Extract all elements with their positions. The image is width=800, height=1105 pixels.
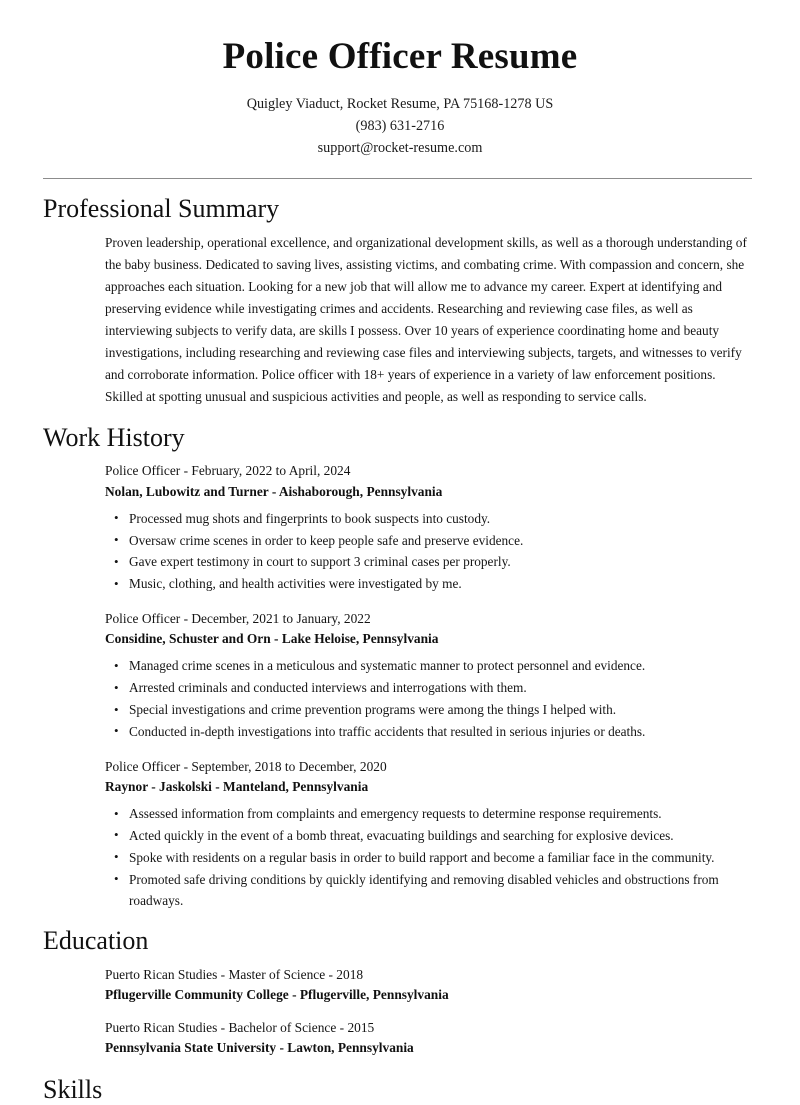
page-title: Police Officer Resume (222, 36, 578, 77)
work-entry-bullets (105, 509, 757, 596)
list-item: • Special investigations and crime prevention programs were among the things I helped with. (129, 700, 757, 721)
summary-text: Proven leadership, operational excellence, and organizational development skills, as well as a thorough understanding of the baby business. Dedicated to saving lives, assisting victims, and combating crime. With compassion and concern, she approaches each situation. Looking for a new job that will allow me to advance my career. Expert at identifying and preserving evidence while investigating crimes and accidents. Researching and reviewing case files, as well as interviewing subjects to verify data, are skills I possess. Over 10 years of experience coordinating home and beauty investigations, including researching and reviewing case files and interviewing subjects, targets, and witnesses to verify and corroborate information. Police officer with 18+ years of experience in a variety of law enforcement positions. Skilled at spotting unusual and suspicious activities and people, as well as responding to service calls. (105, 234, 747, 405)
work-entry-title: Police Officer - February, 2022 to April, 2024 (105, 463, 351, 479)
work-history-body (43, 461, 757, 911)
education-entry (105, 965, 757, 1005)
section-heading-summary: Professional Summary (43, 193, 280, 223)
section-heading-work-history: Work History (43, 423, 185, 453)
list-item: • Music, clothing, and health activities were investigated by me. (129, 574, 757, 595)
list-item: • Oversaw crime scenes in order to keep people safe and preserve evidence. (129, 531, 757, 552)
header-divider (43, 178, 752, 179)
education-body (43, 965, 757, 1058)
work-entry-title: Police Officer - December, 2021 to January, 2022 (105, 611, 371, 627)
list-item: • Gave expert testimony in court to support 3 criminal cases per properly. (129, 552, 757, 573)
section-skills (43, 1074, 757, 1105)
work-entry-organization: Raynor - Jaskolski - Manteland, Pennsylvania (105, 778, 369, 794)
list-item: • Processed mug shots and fingerprints to book suspects into custody. (129, 509, 757, 530)
work-entry-title: Police Officer - September, 2018 to December, 2020 (105, 758, 387, 774)
list-item: • Promoted safe driving conditions by quickly identifying and removing disabled vehicles and obstructions from roadways. (129, 870, 757, 912)
summary-body (43, 232, 757, 409)
work-entry-organization: Considine, Schuster and Orn - Lake Heloise, Pennsylvania (105, 631, 439, 647)
education-entry (105, 1018, 757, 1058)
education-degree: Puerto Rican Studies - Bachelor of Science - 2015 (105, 1019, 375, 1035)
list-item: • Spoke with residents on a regular basis in order to build rapport and become a familiar face in the community. (129, 848, 757, 869)
list-item: • Arrested criminals and conducted interviews and interrogations with them. (129, 678, 757, 699)
work-entry-bullets (105, 804, 757, 911)
section-education (43, 925, 757, 1058)
work-entry (105, 461, 757, 595)
list-item: • Managed crime scenes in a meticulous and systematic manner to protect personnel and evidence. (129, 656, 757, 677)
work-entry-organization: Nolan, Lubowitz and Turner - Aishaborough, Pennsylvania (105, 483, 443, 499)
contact-phone: (983) 631-2716 (355, 117, 445, 134)
section-heading-skills: Skills (43, 1075, 103, 1105)
list-item: • Acted quickly in the event of a bomb threat, evacuating buildings and searching for explosive devices. (129, 826, 757, 847)
section-work-history (43, 422, 757, 911)
work-entry (105, 609, 757, 743)
contact-address: Quigley Viaduct, Rocket Resume, PA 75168-1278 US (246, 95, 554, 112)
work-entry (105, 757, 757, 912)
list-item: • Assessed information from complaints and emergency requests to determine response requirements. (129, 804, 757, 825)
education-degree: Puerto Rican Studies - Master of Science - 2018 (105, 966, 364, 982)
list-item: • Conducted in-depth investigations into traffic accidents that resulted in serious injuries or deaths. (129, 722, 757, 743)
section-professional-summary (43, 193, 757, 409)
section-heading-education: Education (43, 926, 149, 956)
education-school: Pennsylvania State University - Lawton, Pennsylvania (105, 1039, 414, 1055)
work-entry-bullets (105, 656, 757, 743)
contact-email: support@rocket-resume.com (317, 139, 483, 156)
resume-header (43, 0, 757, 159)
education-school: Pflugerville Community College - Pflugerville, Pennsylvania (105, 986, 449, 1002)
